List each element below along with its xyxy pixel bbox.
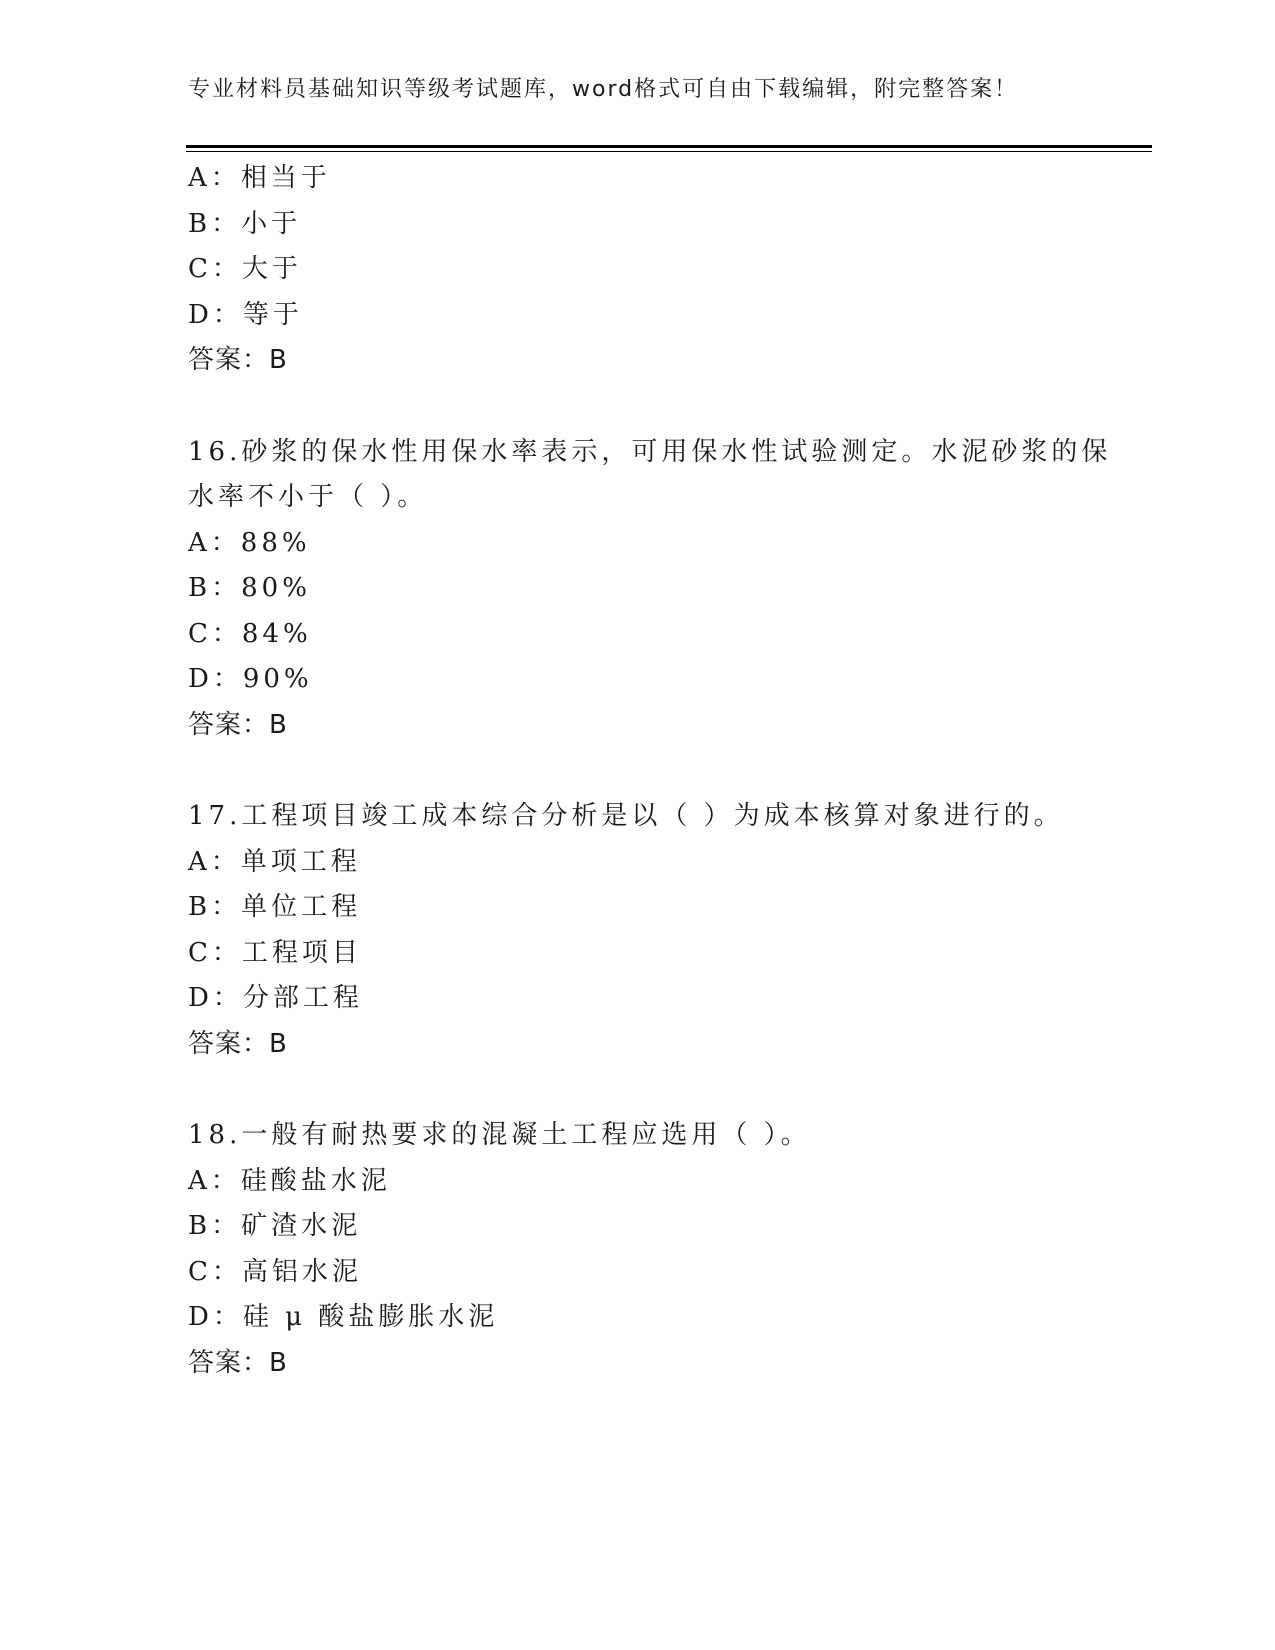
question-block-17	[188, 794, 1088, 1067]
option-c: C：高铝水泥	[188, 1256, 362, 1287]
option-a: A：硅酸盐水泥	[188, 1165, 391, 1196]
option-c: C：大于	[188, 254, 302, 284]
option-d: D：90%	[188, 664, 313, 694]
option-a: A：相当于	[188, 163, 331, 193]
answer-line: 答案：B	[188, 1347, 288, 1378]
option-b: B：80%	[188, 573, 311, 603]
question-stem: 17.工程项目竣工成本综合分析是以（ ）为成本核算对象进行的。	[188, 801, 1064, 831]
question-block-18	[188, 1113, 1088, 1386]
header-rule-thick	[186, 145, 1152, 148]
option-b: B：小于	[188, 208, 302, 239]
option-b: B：单位工程	[188, 892, 362, 922]
question-block-16	[188, 430, 1112, 749]
option-c: C：84%	[188, 618, 312, 649]
question-list	[188, 156, 1112, 1386]
option-c: C：工程项目	[188, 937, 362, 968]
option-d: D：分部工程	[188, 983, 363, 1013]
option-d: D：硅 μ 酸盐膨胀水泥	[188, 1302, 499, 1332]
question-stem: 18.一般有耐热要求的混凝土工程应选用（ ）。	[188, 1120, 811, 1150]
page-header: 专业材料员基础知识等级考试题库，word格式可自由下载编辑，附完整答案！	[188, 77, 1019, 102]
header-rule-thin	[186, 151, 1152, 152]
answer-line: 答案：B	[188, 709, 288, 740]
question-stem: 水率不小于（ ）。	[188, 482, 428, 512]
question-stem: 16.砂浆的保水性用保水率表示，可用保水性试验测定。水泥砂浆的保	[188, 436, 1112, 467]
prev-question-block	[188, 156, 1088, 384]
option-a: A：单项工程	[188, 846, 361, 877]
option-d: D：等于	[188, 299, 303, 330]
answer-line: 答案：B	[188, 1028, 288, 1059]
answer-line: 答案：B	[188, 345, 288, 375]
option-b: B：矿渣水泥	[188, 1211, 362, 1241]
option-a: A：88%	[188, 527, 311, 558]
